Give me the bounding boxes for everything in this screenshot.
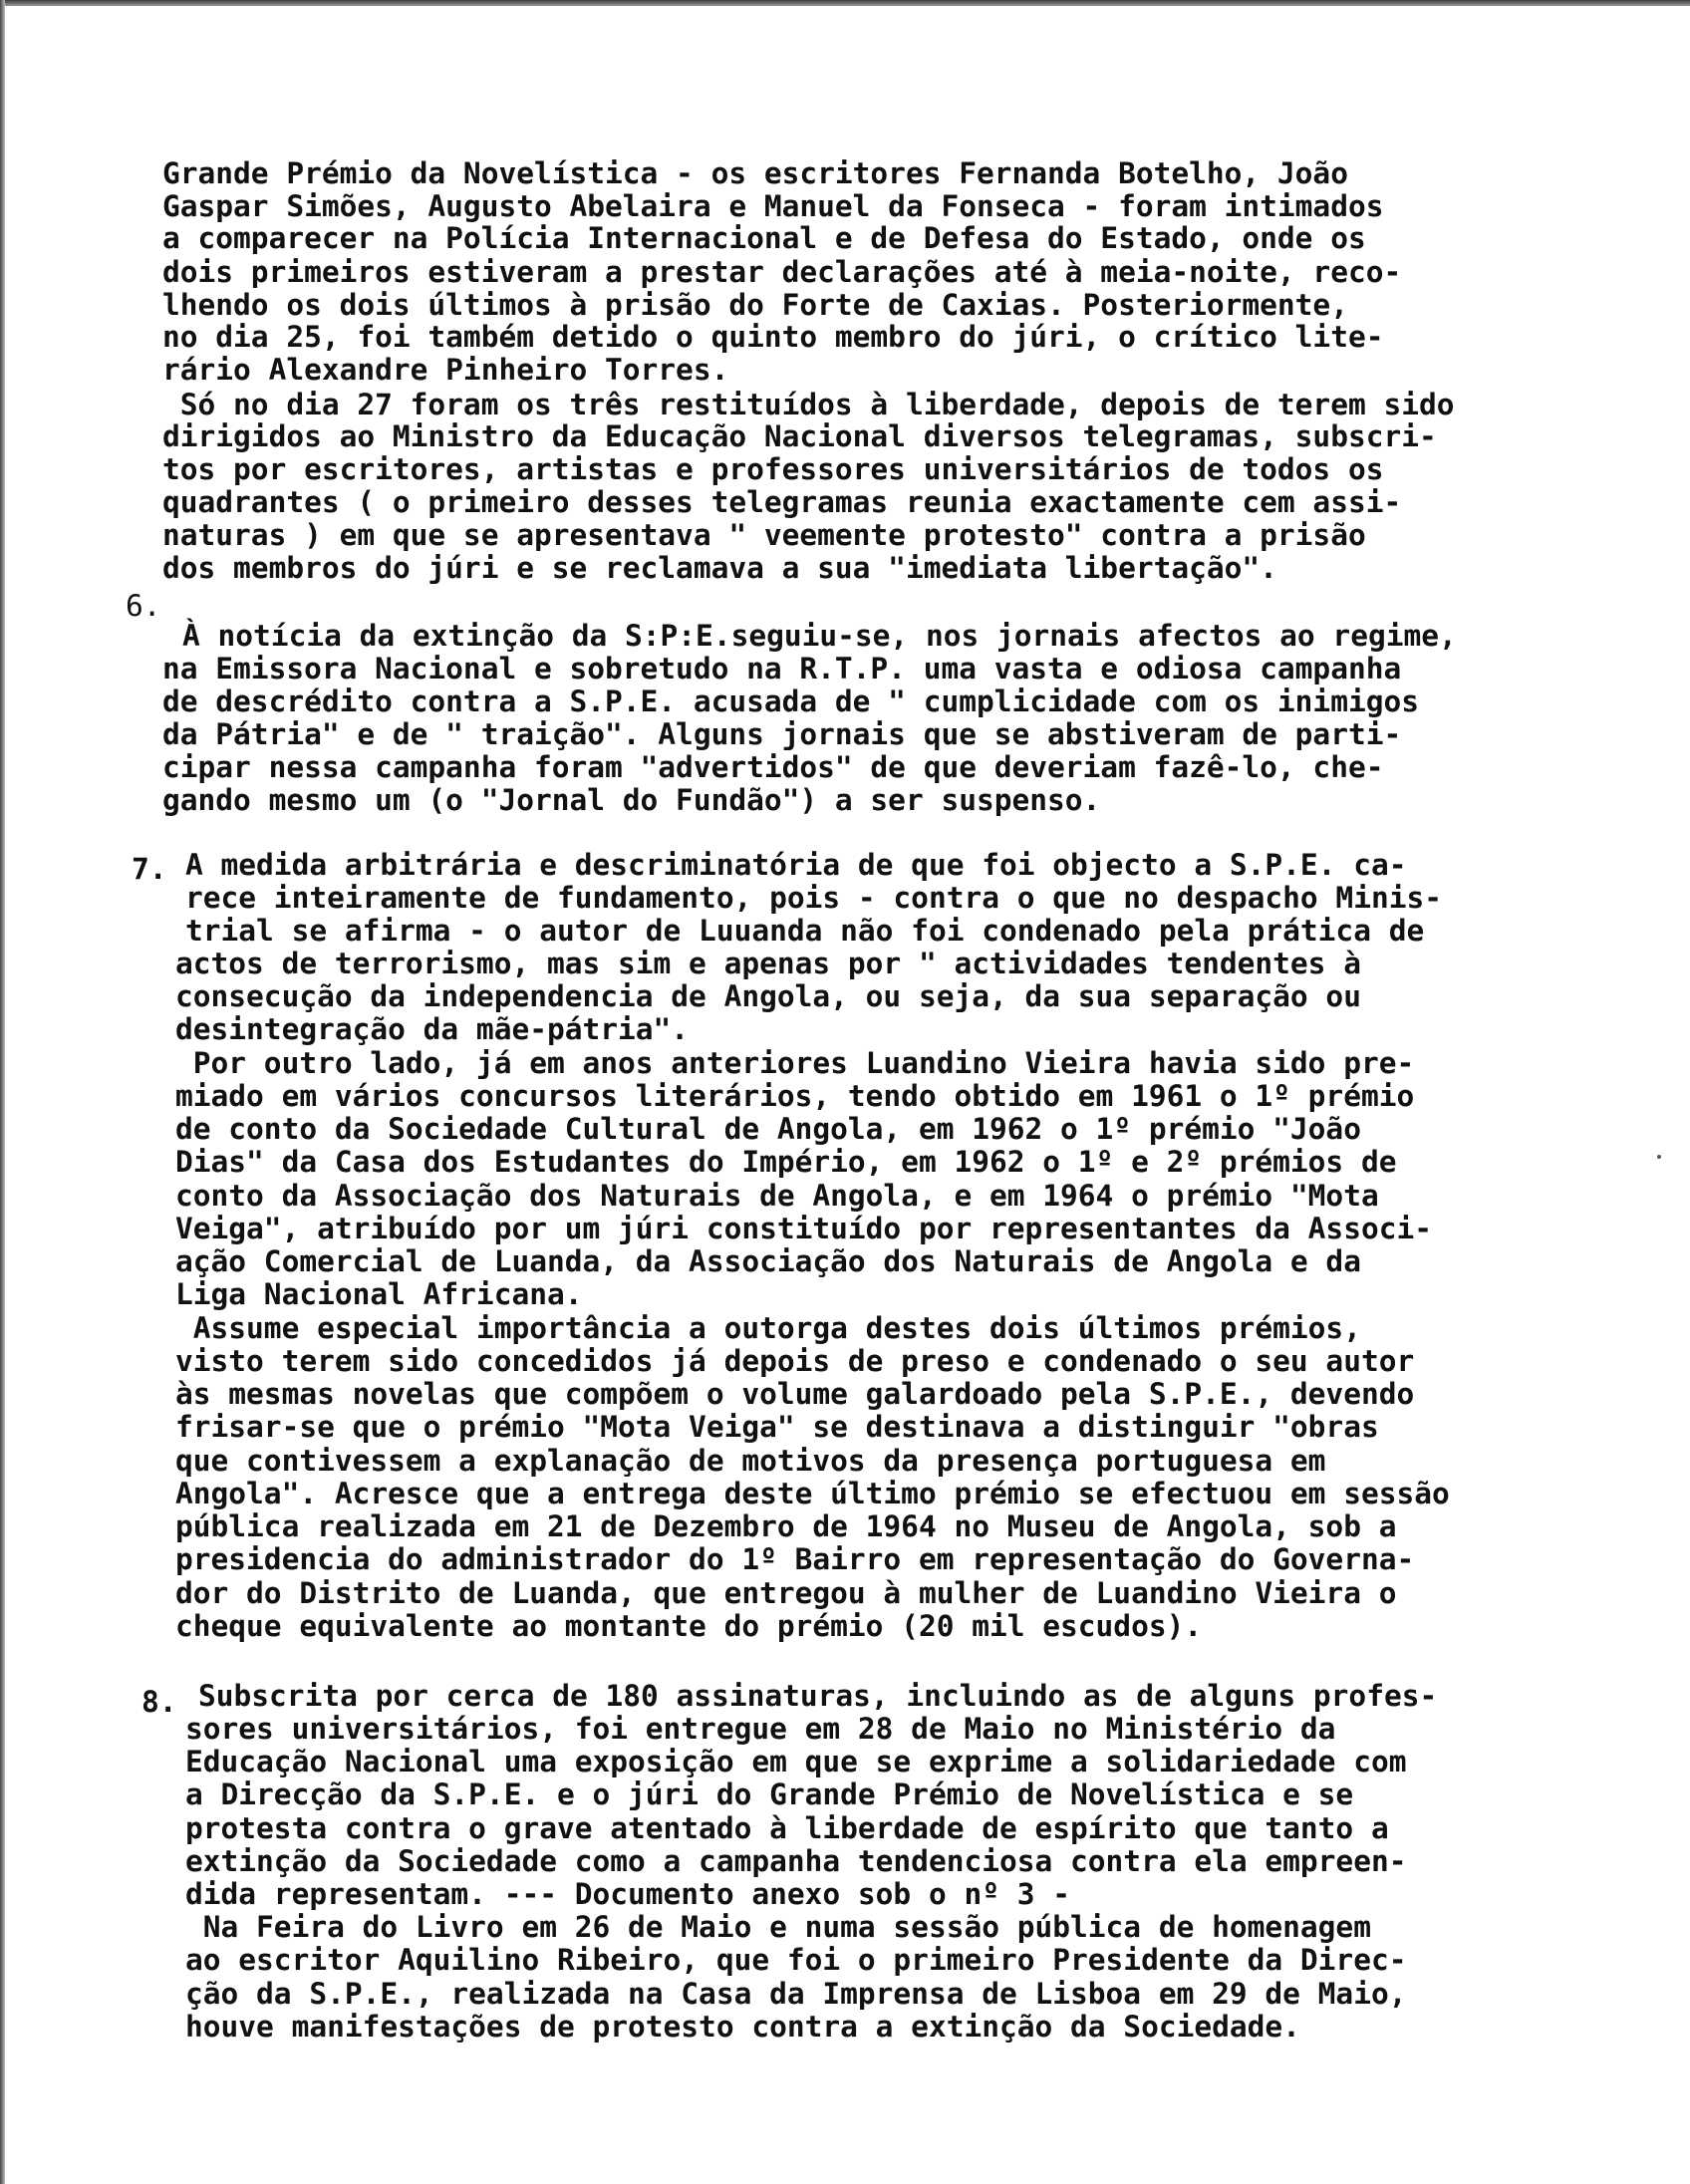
text-line: Na Feira do Livro em 26 de Maio e numa sessão pública de homenagem [185,1910,1371,1944]
text-line: Educação Nacional uma exposição em que se exprime a solidariedade com [185,1745,1407,1778]
text-line: ao escritor Aquilino Ribeiro, que foi o primeiro Presidente da Direc- [185,1943,1407,1977]
text-line: a comparecer na Polícia Internacional e de Defesa do Estado, onde os [162,221,1366,255]
text-line: a Direcção da S.P.E. e o júri do Grande Prémio de Novelística e se [185,1777,1354,1811]
scan-border-left [0,0,5,2184]
text-line: Veiga", atribuído por um júri constituído por representantes da Associ- [175,1212,1432,1245]
text-line: rece inteiramente de fundamento, pois - contra o que no despacho Minis- [185,881,1442,915]
text-line: às mesmas novelas que compõem o volume galardoado pela S.P.E., devendo [175,1377,1415,1411]
text-line: dos membros do júri e se reclamava a sua "imediata libertação". [162,551,1277,585]
text-line: presidencia do administrador do 1º Bairro em representação do Governa- [175,1542,1415,1576]
text-line: ção da S.P.E., realizada na Casa da Imprensa de Lisboa em 29 de Maio, [185,1977,1407,2011]
text-line: de descrédito contra a S.P.E. acusada de " cumplicidade com os inimigos [162,684,1419,718]
text-line: pública realizada em 21 de Dezembro de 1964 no Museu de Angola, sob a [175,1509,1397,1543]
text-line: no dia 25, foi também detido o quinto membro do júri, o crítico lite- [162,320,1384,354]
text-line: Por outro lado, já em anos anteriores Luandino Vieira havia sido pre- [175,1046,1415,1080]
text-line: dor do Distrito de Luanda, que entregou à mulher de Luandino Vieira o [175,1576,1397,1610]
scan-speck [1657,1155,1661,1159]
text-line: ação Comercial de Luanda, da Associação dos Naturais de Angola e da [175,1244,1361,1278]
text-line: Angola". Acresce que a entrega deste último prémio se efectuou em sessão [175,1477,1450,1510]
text-line: Assume especial importância a outorga destes dois últimos prémios, [175,1311,1361,1345]
text-line: desintegração da mãe-pátria". [175,1012,690,1046]
text-line: dirigidos ao Ministro da Educação Nacional diversos telegramas, subscri- [162,419,1437,453]
text-line: Liga Nacional Africana. [175,1277,583,1311]
text-line: dois primeiros estiveram a prestar declarações até à meia-noite, reco- [162,255,1402,289]
text-line: Gaspar Simões, Augusto Abelaira e Manuel da Fonseca - foram intimados [162,189,1384,223]
text-line: A medida arbitrária e descriminatória de que foi objecto a S.P.E. ca- [185,848,1407,882]
text-line: rário Alexandre Pinheiro Torres. [162,353,729,387]
text-line: trial se afirma - o autor de Luuanda não foi condenado pela prática de [185,914,1425,948]
text-line: Grande Prémio da Novelística - os escritores Fernanda Botelho, João [162,156,1348,190]
text-line: lhendo os dois últimos à prisão do Forte de Caxias. Posteriormente, [162,288,1348,322]
text-line: sores universitários, foi entregue em 28 de Maio no Ministério da [185,1712,1336,1746]
text-line: cipar nessa campanha foram "advertidos" de que deveriam fazê-lo, che- [162,750,1384,784]
text-line: gando mesmo um (o "Jornal do Fundão") a ser suspenso. [162,783,1101,817]
paragraph-number: 8. [141,1685,177,1719]
text-line: Subscrita por cerca de 180 assinaturas, incluindo as de alguns profes- [198,1679,1438,1713]
text-line: consecução da independencia de Angola, ou seja, da sua separação ou [175,979,1361,1013]
text-line: Só no dia 27 foram os três restituídos à liberdade, depois de terem sido [162,388,1455,421]
paragraph-number: 7. [132,852,167,886]
text-line: extinção da Sociedade como a campanha tendenciosa contra ela empreen- [185,1844,1407,1878]
text-line: quadrantes ( o primeiro desses telegramas reunia exactamente cem assi- [162,485,1402,519]
text-line: de conto da Sociedade Cultural de Angola, em 1962 o 1º prémio "João [175,1112,1361,1146]
scan-border-top [0,0,1690,6]
text-line: cheque equivalente ao montante do prémio (20 mil escudos). [175,1609,1203,1643]
text-line: conto da Associação dos Naturais de Angola, e em 1964 o prémio "Mota [175,1179,1379,1213]
text-line: houve manifestações de protesto contra a extinção da Sociedade. [185,2010,1300,2044]
text-line: tos por escritores, artistas e professores universitários de todos os [162,452,1384,486]
paragraph-number: 6. [126,589,161,623]
text-line: miado em vários concursos literários, tendo obtido em 1961 o 1º prémio [175,1079,1415,1113]
text-line: naturas ) em que se apresentava " veemente protesto" contra a prisão [162,518,1366,552]
text-line: que contivessem a explanação de motivos da presença portuguesa em [175,1444,1326,1478]
text-line: actos de terrorismo, mas sim e apenas por " actividades tendentes à [175,947,1361,980]
text-line: visto terem sido concedidos já depois de preso e condenado o seu autor [175,1344,1415,1378]
text-line: À notícia da extinção da S:P:E.seguiu-se, nos jornais afectos ao regime, [182,619,1457,653]
text-line: da Pátria" e de " traição". Alguns jornais que se abstiveram de parti- [162,717,1402,751]
text-line: na Emissora Nacional e sobretudo na R.T.P. uma vasta e odiosa campanha [162,652,1402,685]
text-line: Dias" da Casa dos Estudantes do Império, em 1962 o 1º e 2º prémios de [175,1145,1397,1179]
text-line: frisar-se que o prémio "Mota Veiga" se destinava a distinguir "obras [175,1410,1379,1444]
text-line: protesta contra o grave atentado à liberdade de espírito que tanto a [185,1811,1389,1845]
text-line: dida representam. --- Documento anexo sob o nº 3 - [185,1877,1071,1911]
